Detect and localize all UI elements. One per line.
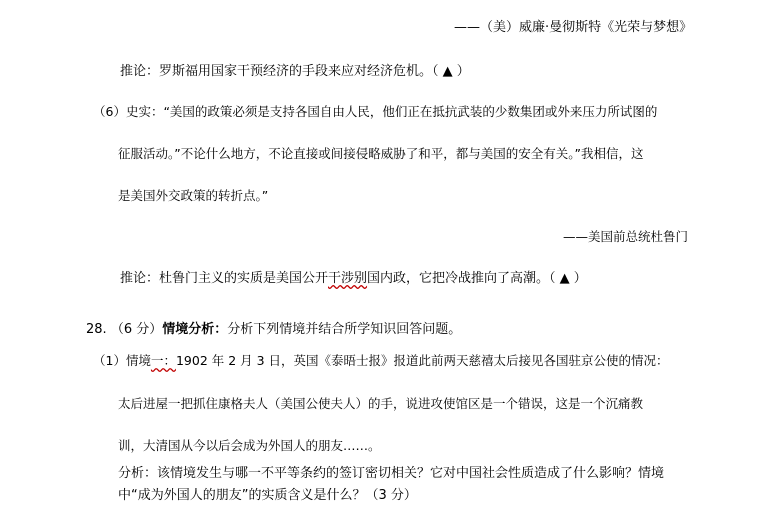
- question-title: 情境分析：: [162, 322, 228, 337]
- conclusion-6-post: 国内政，它把冷战推向了高潮。（ ▲ ）: [367, 271, 587, 286]
- question-instruction: 分析下列情境并结合所学知识回答问题。: [227, 322, 462, 337]
- scenario-1-text-1: 1902 年 2 月 3 日，英国《泰晤士报》报道此前两天慈禧太后接见各国驻京公使的情况：: [175, 353, 669, 368]
- item-6-line-2: 征服活动。”不论什么地方，不论直接或间接侵略威胁了和平，都与美国的安全有关。”我相信，这: [118, 146, 644, 161]
- scenario-1-lead-underlined: 一：: [150, 353, 176, 368]
- scenario-1-analysis-line-2: 中“成为外国人的朋友”的实质含义是什么？（3 分）: [118, 488, 417, 503]
- source-attribution-manchester: ——（美）威廉·曼彻斯特《光荣与梦想》: [454, 20, 693, 35]
- item-6-text-1: “美国的政策必须是支持各国自由人民，他们正在抵抗武装的少数集团或外来压力所试图的: [163, 104, 658, 119]
- item-6-lead: （6）史实：: [93, 104, 164, 119]
- source-attribution-truman: ——美国前总统杜鲁门: [563, 229, 689, 244]
- conclusion-6-pre: 推论：杜鲁门主义的实质是美国公开: [120, 271, 329, 286]
- conclusion-item-5: 推论：罗斯福用国家干预经济的手段来应对经济危机。（ ▲ ）: [120, 64, 470, 79]
- conclusion-6-underlined: 干涉别: [328, 271, 368, 286]
- scenario-1-analysis-line-1: 分析：该情境发生与哪一不平等条约的签订密切相关？它对中国社会性质造成了什么影响？情境: [118, 466, 665, 481]
- item-6-line-1: [93, 104, 657, 120]
- conclusion-item-6: [120, 271, 587, 287]
- question-number: 28.: [86, 322, 107, 337]
- scenario-1-line-2: 太后进屋一把抓住康格夫人（美国公使夫人）的手，说进攻使馆区是一个错误，这是一个沉痛教: [118, 396, 644, 411]
- question-28-heading: [86, 322, 461, 338]
- scenario-1-lead: （1）情境: [93, 353, 151, 368]
- question-score: （6 分）: [110, 322, 163, 337]
- scenario-1-line-3: 训，大清国从今以后会成为外国人的朋友……。: [118, 438, 381, 453]
- item-6-line-3: 是美国外交政策的转折点。”: [118, 188, 269, 203]
- scenario-1-line-1: [93, 353, 669, 369]
